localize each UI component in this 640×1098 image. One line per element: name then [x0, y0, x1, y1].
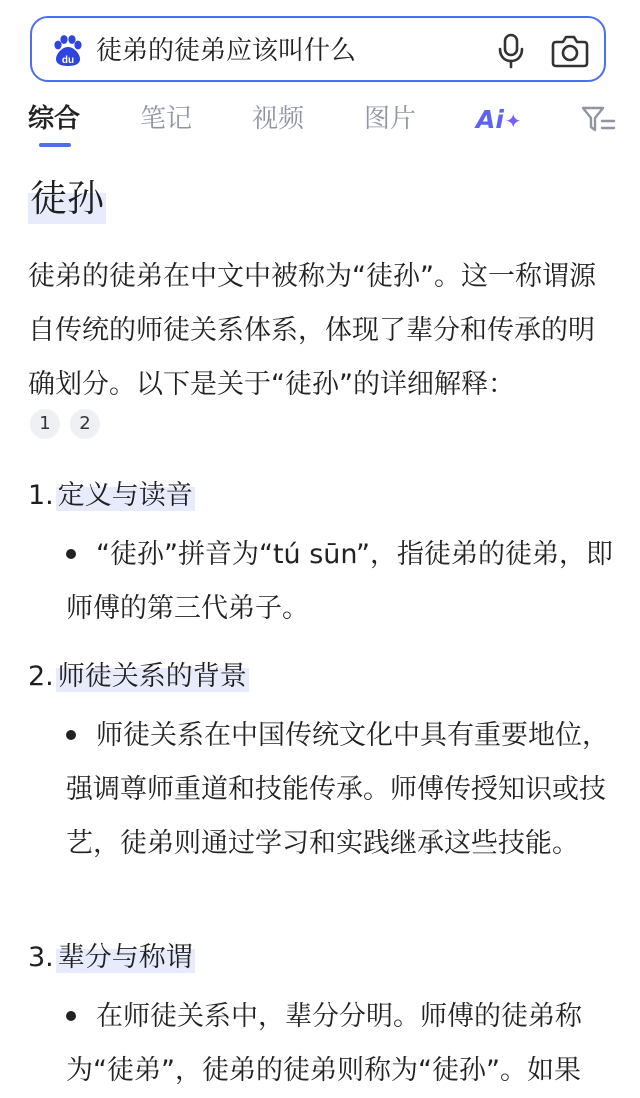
bullet-text: 在师徒关系中，辈分分明。师傅的徒弟称为“徒弟”，徒弟的徒弟则称为“徒孙”。如果: [66, 1001, 582, 1086]
tab-images[interactable]: 图片: [364, 104, 417, 134]
active-tab-indicator: [39, 143, 71, 147]
tab-ai[interactable]: [476, 104, 522, 136]
answer-intro: 徒弟的徒弟在中文中被称为“徒孙”。这一称谓源自传统的师徒关系体系，体现了辈分和传承的明确划分。以下是关于“徒孙”的详细解释：: [28, 261, 596, 400]
section-title: 定义与读音: [57, 480, 193, 511]
bullet-dot: [66, 549, 76, 559]
filter-icon[interactable]: [580, 104, 616, 134]
section-number: 3.: [28, 942, 54, 973]
bullet-item: [66, 990, 614, 1098]
section-title: 师徒关系的背景: [57, 661, 247, 692]
microphone-icon[interactable]: [495, 33, 527, 69]
citation-badge-2[interactable]: 2: [70, 409, 100, 439]
tab-videos[interactable]: 视频: [252, 104, 305, 134]
bullet-item: [66, 709, 614, 871]
answer-title: 徒孙: [28, 174, 106, 224]
search-bar[interactable]: [30, 16, 606, 82]
section-number: 2.: [28, 661, 54, 692]
tab-all[interactable]: 综合: [28, 104, 81, 134]
section-heading-2: [28, 657, 249, 697]
baidu-logo-icon[interactable]: [51, 34, 85, 68]
tab-ai-label: Ai: [476, 105, 504, 134]
tab-notes[interactable]: 笔记: [140, 104, 193, 134]
section-heading-3: [28, 938, 195, 978]
search-input[interactable]: 徒弟的徒弟应该叫什么: [96, 36, 357, 66]
bullet-text: “徒孙”拼音为“tú sūn”，指徒弟的徒弟，即师傅的第三代弟子。: [66, 539, 614, 624]
bullet-dot: [66, 730, 76, 740]
citation-badge-1[interactable]: 1: [30, 409, 60, 439]
bullet-text: 师徒关系在中国传统文化中具有重要地位，强调尊师重道和技能传承。师傅传授知识或技艺，徒弟则通过学习和实践继承这些技能。: [66, 720, 609, 859]
bullet-item: [66, 528, 614, 636]
svg-text:du: du: [61, 55, 75, 66]
camera-icon[interactable]: [551, 33, 589, 69]
bullet-dot: [66, 1011, 76, 1021]
sparkle-icon: ✦: [504, 109, 522, 133]
section-number: 1.: [28, 480, 54, 511]
section-title: 辈分与称谓: [57, 942, 193, 973]
section-heading-1: [28, 476, 195, 516]
